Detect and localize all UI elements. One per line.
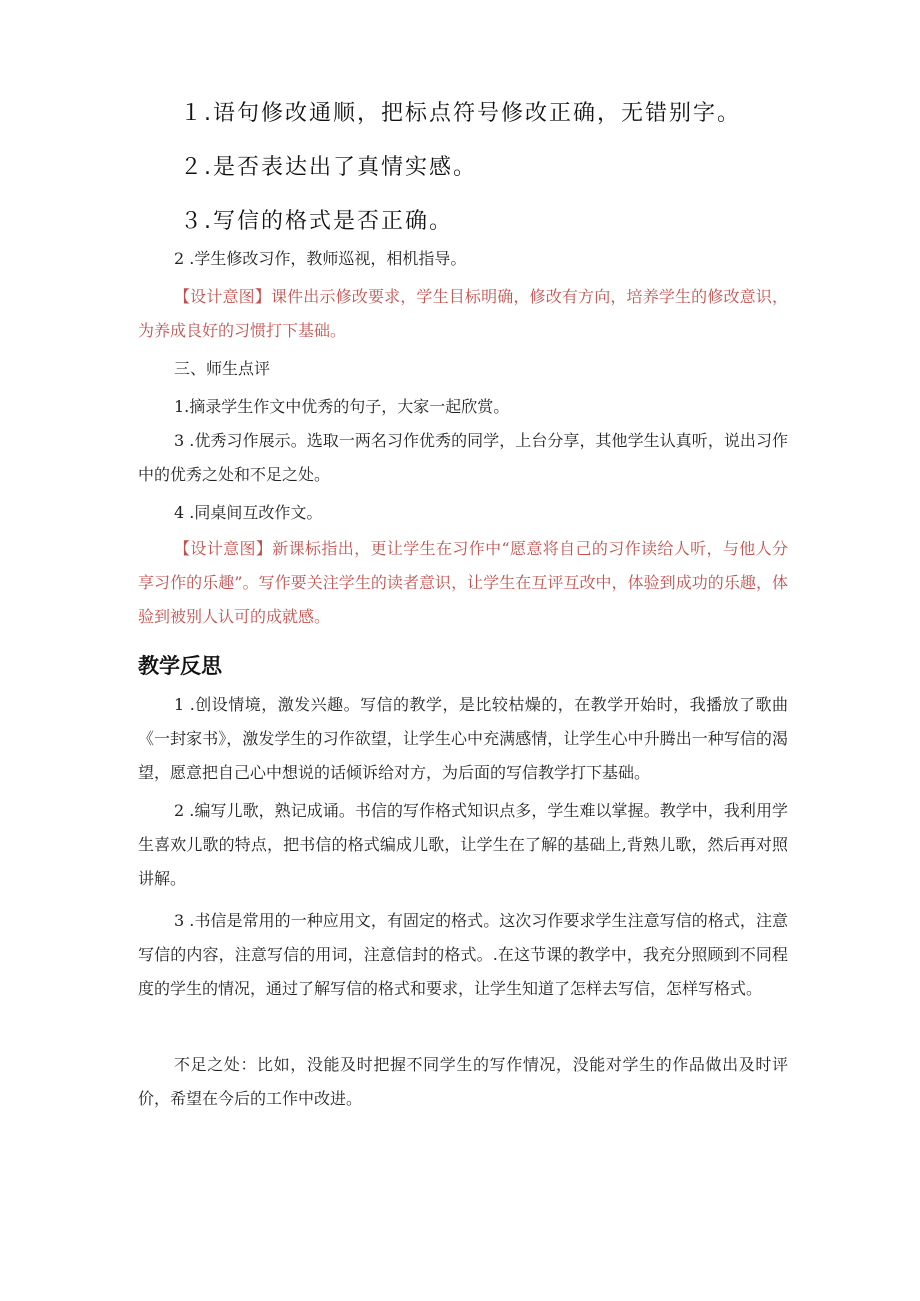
reflection-item-2: 2 .编写儿歌，熟记成诵。书信的写作格式知识点多，学生难以掌握。教学中，我利用学生喜欢儿歌的特点，把书信的格式编成儿歌，让学生在了解的基础上,背熟儿歌，然后再对照讲解。	[138, 801, 788, 888]
section-3-title: 三、师生点评	[174, 359, 271, 378]
criterion-3: ３.写信的格式是否正确。	[180, 209, 453, 234]
step-2-text: 2 .学生修改习作，教师巡视，相机指导。	[174, 249, 467, 268]
reflection-shortcoming: 不足之处：比如，没能及时把握不同学生的写作情况，没能对学生的作品做出及时评价，希望在今后的工作中改进。	[138, 1055, 788, 1108]
criterion-1: １.语句修改通顺，把标点符号修改正确，无错别字。	[180, 101, 741, 126]
review-item-1: 1.摘录学生作文中优秀的句子，大家一起欣赏。	[174, 397, 510, 416]
reflection-heading: 教学反思	[138, 654, 222, 678]
review-item-3: 3 .优秀习作展示。选取一两名习作优秀的同学，上台分享，其他学生认真听，说出习作中的优秀之处和不足之处。	[138, 431, 788, 484]
design-intent-1: 【设计意图】课件出示修改要求，学生目标明确，修改有方向，培养学生的修改意识，为养成良好的习惯打下基础。	[138, 287, 788, 340]
review-item-4: 4 .同桌间互改作文。	[174, 503, 323, 522]
design-intent-2: 【设计意图】新课标指出，更让学生在习作中“愿意将自己的习作读给人听，与他人分享习作的乐趣”。写作要关注学生的读者意识，让学生在互评互改中，体验到成功的乐趣，体验到被别人认可的成就感。	[138, 539, 788, 626]
reflection-item-3: 3 .书信是常用的一种应用文，有固定的格式。这次习作要求学生注意写信的格式，注意写信的内容，注意写信的用词，注意信封的格式。.在这节课的教学中，我充分照顾到不同程度的学生的情况，通过了解写信的格式和要求，让学生知道了怎样去写信，怎样写格式。	[138, 911, 788, 998]
reflection-item-1: 1 .创设情境，激发兴趣。写信的教学，是比较枯燥的，在教学开始时，我播放了歌曲《一封家书》，激发学生的习作欲望，让学生心中充满感情，让学生心中升腾出一种写信的渴望，愿意把自己心中想说的话倾诉给对方，为后面的写信教学打下基础。	[138, 695, 788, 782]
criterion-2: ２.是否表达出了真情实感。	[180, 155, 477, 180]
